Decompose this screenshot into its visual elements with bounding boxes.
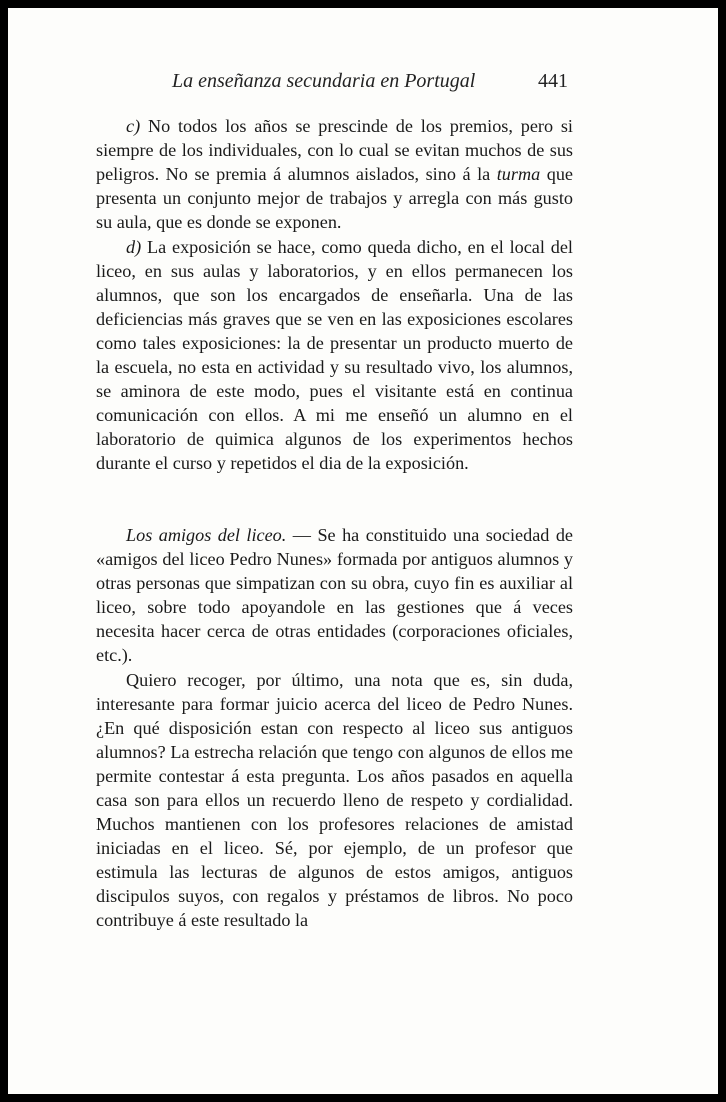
- page-number: 441: [538, 70, 568, 92]
- item-text: No todos los años se prescinde de los premios, pero si siempre de los individuales, con lo cual se evitan muchos de sus peligros. No se premia á alumnos aislados, sino á la: [96, 116, 573, 184]
- section-block: [96, 523, 573, 932]
- section-heading: Los amigos del liceo.: [126, 525, 287, 545]
- section-paragraph-1: [96, 523, 573, 667]
- list-items-block: [96, 114, 573, 475]
- running-title: La enseñanza secundaria en Portugal: [172, 70, 476, 92]
- item-label: d): [126, 237, 142, 257]
- item-text-after: que presenta un conjunto mejor de trabajos y arregla con más gusto su aula, que es donde se exponen.: [96, 164, 573, 232]
- page-header: [8, 70, 718, 98]
- section-text: Se ha constituido una sociedad de «amigos del liceo Pedro Nunes» formada por antiguos alumnos y otras personas que simpatizan con su obra, cuyo fin es auxiliar al liceo, sobre todo apoyandole en las gestiones que á veces necesita hacer cerca de otras entidades (corporaciones oficiales, etc.).: [96, 525, 573, 665]
- item-italic-term: turma: [496, 164, 541, 184]
- paragraph-item-d: [96, 235, 573, 475]
- paragraph-item-c: [96, 114, 573, 234]
- section-dash: —: [286, 525, 318, 545]
- section-paragraph-2: Quiero recoger, por último, una nota que es, sin duda, interesante para formar juicio acerca del liceo de Pedro Nunes. ¿En qué disposición estan con respecto al liceo sus antiguos alumnos? La estrecha relación que tengo con algunos de ellos me permite contestar á esta pregunta. Los años pasados en aquella casa son para ellos un recuerdo lleno de respeto y cordialidad. Muchos mantienen con los profesores relaciones de amistad iniciadas en el liceo. Sé, por ejemplo, de un profesor que estimula las lecturas de algunos de estos amigos, antiguos discipulos suyos, con regalos y préstamos de libros. No poco contribuye á este resultado la: [96, 670, 573, 930]
- item-label: c): [126, 116, 141, 136]
- item-text: La exposición se hace, como queda dicho, en el local del liceo, en sus aulas y laboratorios, y en ellos permanecen los alumnos, que son los encargados de enseñarla. Una de las deficiencias más graves que se ven en las exposiciones escolares como tales exposiciones: la de presentar un producto muerto de la escuela, no esta en actividad y su resultado vivo, los alumnos, se aminora de este modo, pues el visitante está en continua comunicación con ellos. A mi me enseñó un alumno en el laboratorio de quimica algunos de los experimentos hechos durante el curso y repetidos el dia de la exposición.: [96, 237, 573, 473]
- book-page: [8, 8, 718, 1094]
